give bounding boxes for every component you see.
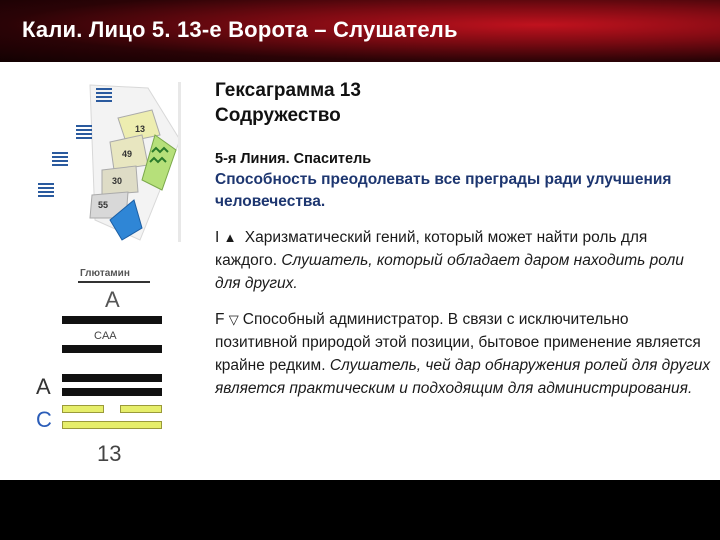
line-description: Способность преодолевать все преграды ради улучшения человечества.	[215, 171, 672, 210]
paragraph-detriment	[215, 308, 713, 400]
mini-hexagram-icon	[38, 183, 54, 197]
wheel-number-30: 30	[112, 176, 123, 186]
hexagram-line-2-right	[120, 405, 162, 413]
hexagram-line-1	[62, 421, 162, 429]
exaltation-triangle-icon: ▲	[223, 230, 237, 245]
wheel-number-49: 49	[122, 149, 133, 159]
amino-letter: A	[105, 287, 120, 312]
codon-label: CAA	[94, 330, 117, 342]
hexagram-number: 13	[97, 441, 122, 466]
text-content	[215, 78, 715, 400]
hexagram-line-4	[62, 374, 162, 382]
planet-letter: I	[215, 229, 220, 246]
paragraph-exaltation	[215, 226, 713, 295]
side-letter-a: A	[36, 374, 51, 399]
wheel-number-55: 55	[98, 200, 109, 210]
slide-title: Кали. Лицо 5. 13-е Ворота – Слушатель	[22, 17, 458, 42]
paragraph-italic: Слушатель, чей дар обнаружения ролей для других является практическим и подходящим для администрирования.	[215, 357, 711, 397]
side-letter-c: C	[36, 407, 52, 432]
hexagram-line-6	[62, 316, 162, 324]
planet-letter: F	[215, 311, 225, 328]
amino-acid-label: Глютамин	[80, 268, 130, 279]
divider-line	[178, 82, 181, 242]
footer-bar	[0, 480, 720, 540]
hexagram-subtitle: Содружество	[215, 105, 341, 126]
line-title: 5-я Линия. Спаситель	[215, 151, 372, 167]
header-banner	[0, 0, 720, 62]
hexagram-line-5	[62, 345, 162, 353]
hexagram-line-2-left	[62, 405, 104, 413]
hexagram-line-3	[62, 388, 162, 396]
wheel-segment-diagram	[30, 80, 180, 245]
detriment-triangle-icon: ▽	[228, 312, 239, 327]
amino-acid-underline	[78, 281, 150, 283]
mini-hexagram-icon	[76, 125, 92, 139]
paragraph-text: Способный администратор. В связи с исключительно позитивной природой этой позиции, бытовое применение является крайне редким.	[215, 311, 701, 374]
hexagram-title: Гексаграмма 13	[215, 80, 361, 101]
paragraph-text: Харизматический гений, который может найти роль для каждого.	[215, 229, 648, 269]
wheel-number-13: 13	[135, 124, 146, 134]
mini-hexagram-icon	[52, 152, 68, 166]
paragraph-italic: Слушатель, который обладает даром находить роли для других.	[215, 252, 684, 292]
